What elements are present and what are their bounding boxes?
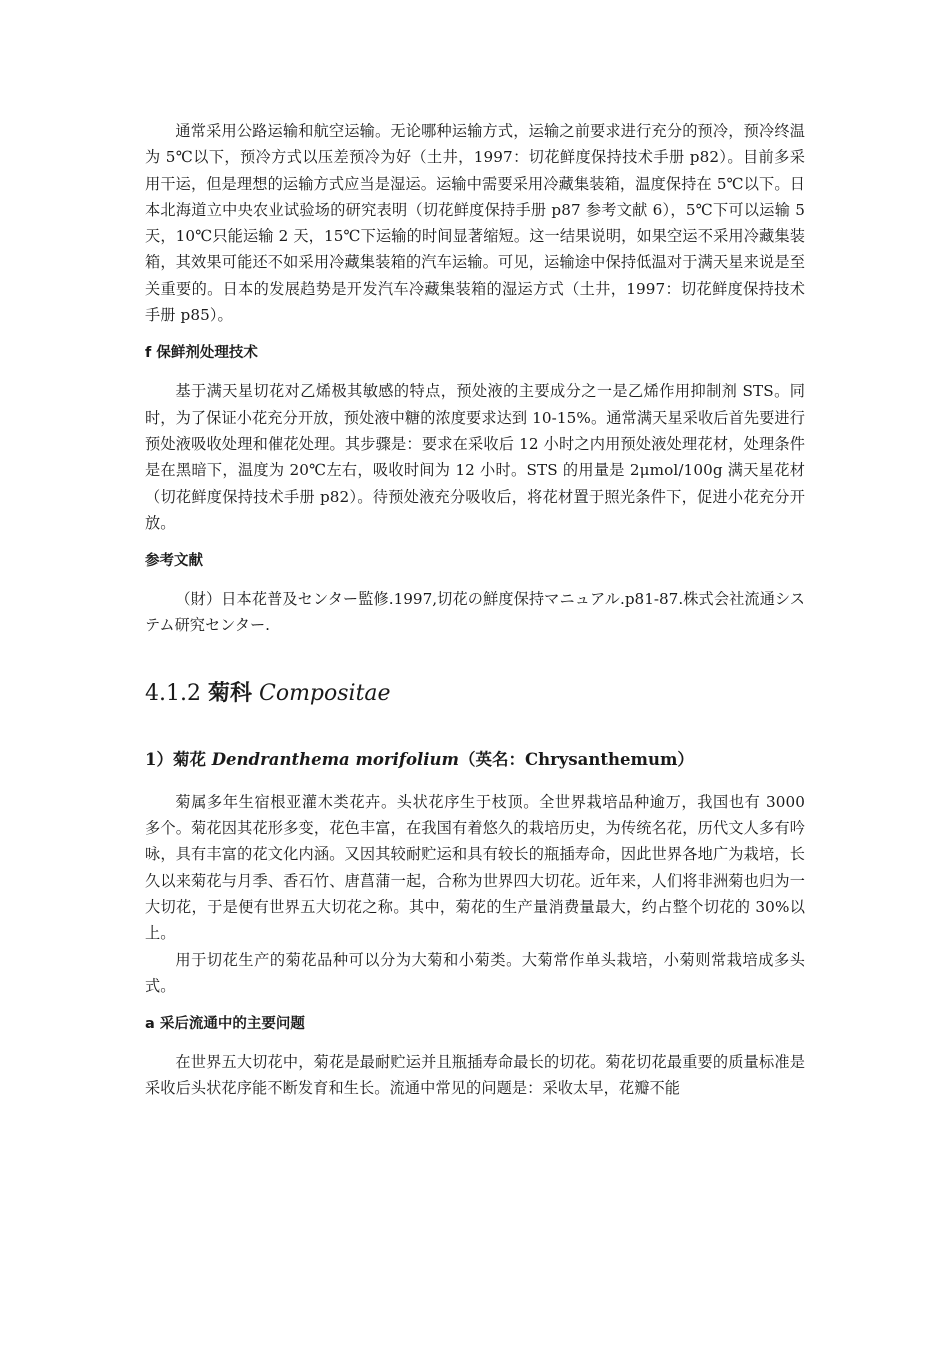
references-heading: 参考文献 [145,553,203,570]
species-name-chinese: 菊花 [172,749,206,769]
postharvest-problems-paragraph: 在世界五大切花中，菊花是最耐贮运并且瓶插寿命最长的切花。菊花切花最重要的质量标准是采收后头状花序能不断发育和生长。流通中常见的问题是：采收太早，花瓣不能 [145,1053,805,1098]
preservative-heading: f 保鲜剂处理技术 [145,345,258,362]
species-name-english: （英名：Chrysanthemum） [458,749,694,769]
document-page [145,118,805,1102]
section-title-chinese: 菊科 [207,680,252,706]
postharvest-problems-heading: a 采后流通中的主要问题 [145,1016,305,1033]
species-number: 1） [145,749,173,769]
section-number: 4.1.2 [145,680,208,706]
section-title [145,679,805,709]
species-heading [145,747,805,773]
transport-paragraph: 通常采用公路运输和航空运输。无论哪种运输方式，运输之前要求进行充分的预冷，预冷终温为 5℃以下，预冷方式以压差预冷为好（土井，1997：切花鲜度保持技术手册 p82）。目前多采用干运，但是理想的运输方式应当是湿运。运输中需要采用冷藏集装箱，温度保持在 5℃以下。日本北海道立中央农业试验场的研究表明（切花鲜度保持手册 p87 参考文献 6），5℃下可以运输 5 天，10℃只能运输 2 天，15℃下运输的时间显著缩短。这一结果说明，如果空运不采用冷藏集装箱，其效果可能还不如采用冷藏集装箱的汽车运输。可见，运输途中保持低温对于满天星来说是至关重要的。日本的发展趋势是开发汽车冷藏集装箱的湿运方式（土井，1997：切花鲜度保持技术手册 p85）。 [145,122,805,325]
reference-entry: （財）日本花普及センター監修.1997,切花の鮮度保持マニュアル.p81-87.株式会社流通システム研究センター. [145,590,805,635]
chrysanthemum-intro-paragraph: 菊属多年生宿根亚灌木类花卉。头状花序生于枝顶。全世界栽培品种逾万，我国也有 3000 多个。菊花因其花形多变，花色丰富，在我国有着悠久的栽培历史，为传统名花，历代文人多有吟咏，具有丰富的花文化内涵。又因其较耐贮运和具有较长的瓶插寿命，因此世界各地广为栽培，长久以来菊花与月季、香石竹、唐菖蒲一起，合称为世界四大切花。近年来，人们将非洲菊也归为一大切花，于是便有世界五大切花之称。其中，菊花的生产量消费量最大，约占整个切花的 30%以上。 [145,792,805,943]
chrysanthemum-varieties-paragraph: 用于切花生产的菊花品种可以分为大菊和小菊类。大菊常作单头栽培，小菊则常栽培成多头式。 [145,950,805,995]
species-name-latin: Dendranthema morifolium [205,749,459,769]
section-title-latin: Compositae [252,680,391,706]
preservative-paragraph: 基于满天星切花对乙烯极其敏感的特点，预处液的主要成分之一是乙烯作用抑制剂 STS。同时，为了保证小花充分开放，预处液中糖的浓度要求达到 10-15%。通常满天星采收后首先要进行预处液吸收处理和催花处理。其步骤是：要求在采收后 12 小时之内用预处液处理花材，处理条件是在黑暗下，温度为 20℃左右，吸收时间为 12 小时。STS 的用量是 2μmol/100g 满天星花材（切花鲜度保持技术手册 p82）。待预处液充分吸收后，将花材置于照光条件下，促进小花充分开放。 [145,382,805,532]
